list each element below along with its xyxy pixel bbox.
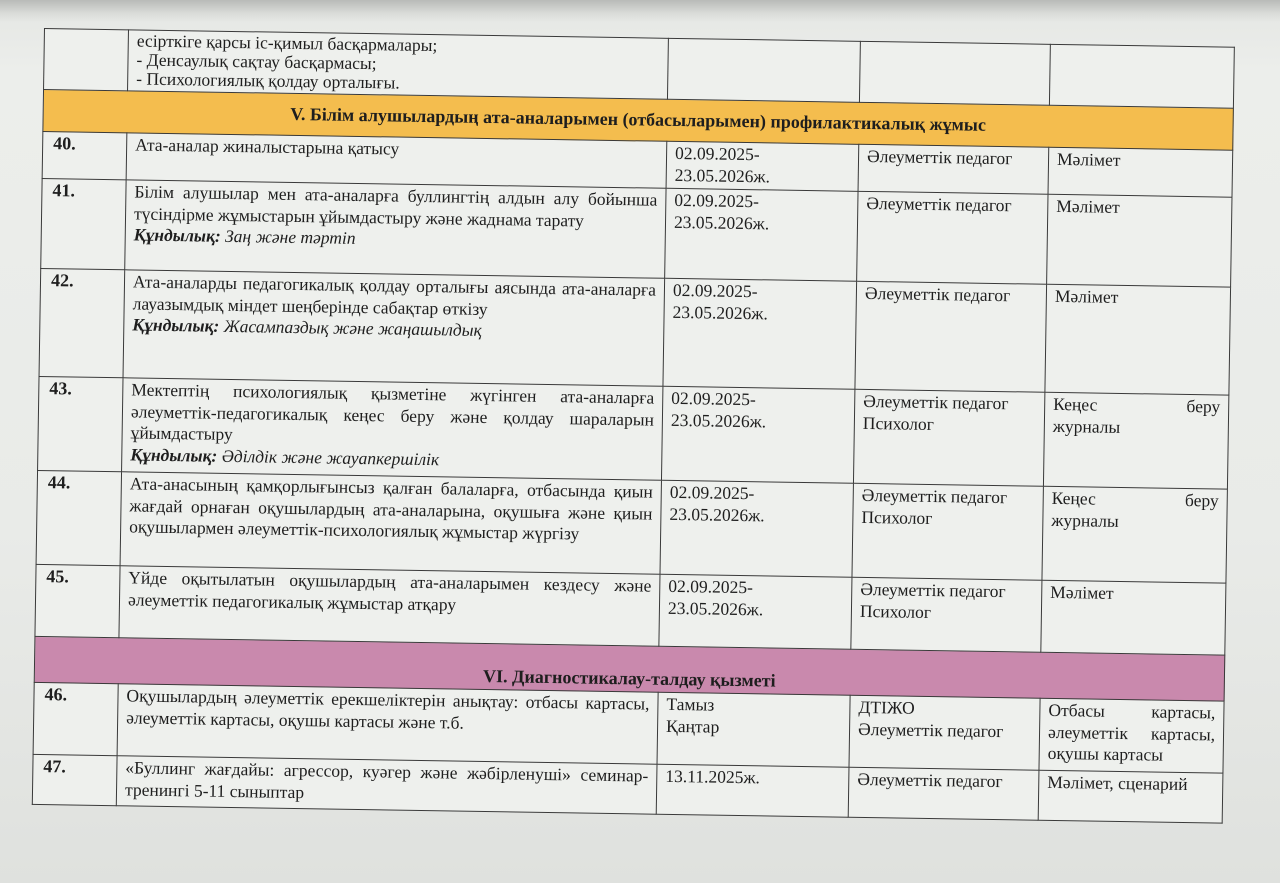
date-from: 02.09.2025- — [674, 189, 760, 212]
output-cell — [1043, 392, 1228, 489]
activity-cell — [123, 270, 665, 386]
output-line: журналы — [1051, 509, 1119, 531]
responsible-person: ДТІЖО — [858, 696, 915, 718]
output-line: журналы — [1052, 415, 1121, 437]
section-title: V. Білім алушылардың ата-аналарымен (отбасыларымен) профилактикалық жұмыс — [43, 90, 1234, 151]
output-cell: Мәлімет — [1047, 194, 1232, 287]
output-cell: Мәлімет — [1045, 284, 1231, 395]
list-line: - Денсаулық сақтау басқармасы; — [136, 49, 377, 74]
output-word: Кеңес — [1053, 393, 1098, 415]
date-cell — [659, 574, 852, 649]
output-cell — [1042, 486, 1227, 583]
activity-text: Ата-аналарды педагогикалық қолдау орталығы аясында ата-аналарға лауазымдық міндет шеңберінде сабақтар өткізу — [132, 271, 657, 319]
cell-num — [44, 29, 129, 91]
responsible-cell — [852, 483, 1043, 580]
date-from: 02.09.2025- — [669, 481, 755, 504]
row-number: 40. — [42, 131, 127, 179]
date-to: 23.05.2026ж. — [669, 503, 765, 525]
date-from: 02.09.2025- — [668, 575, 754, 598]
date-cell — [663, 278, 857, 389]
activity-text: Ата-анасының қамқорлығынсыз қалған балаларға, отбасында қиын жағдай орнаған оқушылардың ата-аналарына, оқушыға және қиын оқушылармен әлеуметтік-психологиялық жұмыстар жүргізу — [120, 472, 661, 574]
document-page — [32, 28, 1234, 824]
date-cell — [660, 480, 853, 577]
cell-output — [1049, 44, 1234, 108]
table-row — [39, 268, 1231, 395]
row-number: 41. — [41, 178, 126, 269]
responsible-cell — [858, 144, 1049, 194]
date-to: 23.05.2026ж. — [674, 164, 771, 186]
responsible-cell — [848, 767, 1039, 820]
section-title: VI. Диагностикалау-талдау қызметі — [34, 636, 1225, 701]
output-line — [1052, 488, 1219, 512]
date-to: 23.05.2026ж. — [670, 409, 767, 431]
output-word: беру — [1184, 489, 1219, 511]
responsible-person: Әлеуметтік педагог — [857, 718, 1004, 741]
responsible-person: Әлеуметтік педагог — [863, 390, 1009, 414]
row-number: 42. — [39, 268, 125, 377]
responsible-cell — [857, 191, 1048, 284]
row-number: 47. — [32, 754, 117, 805]
row-number: 43. — [38, 376, 123, 471]
responsible-person: Психолог — [861, 506, 933, 528]
activity-text: Мектептің психологиялық қызметіне жүгінген ата-аналарға әлеуметтік-педагогикалық кеңес беру және қолдау шараларын ұйымдастыру — [130, 379, 655, 445]
activity-cell — [122, 378, 663, 480]
date-cell — [656, 764, 849, 817]
date-from: 02.09.2025- — [674, 142, 760, 165]
activity-cell — [125, 180, 666, 278]
table-row — [36, 470, 1227, 583]
date-cell — [665, 188, 858, 281]
cell-responsible — [859, 41, 1050, 105]
value-label: Құндылық: — [132, 314, 220, 336]
row-number: 46. — [33, 682, 118, 755]
responsible-person: Әлеуметтік педагог — [866, 145, 1013, 169]
responsible-person: Әлеуметтік педагог — [864, 282, 1011, 306]
date-from: 02.09.2025- — [672, 279, 758, 302]
date-to: 23.05.2026ж. — [667, 597, 764, 619]
date-to: 23.05.2026ж. — [673, 211, 770, 233]
value-label: Құндылық: — [130, 443, 218, 466]
list-line: есірткіге қарсы іс-қимыл басқармалары; — [136, 30, 438, 56]
responsible-person: Психолог — [859, 600, 932, 622]
cell-activity — [128, 30, 669, 99]
output-cell: Отбасы картасы, әлеуметтік картасы, оқушы картасы — [1039, 698, 1224, 773]
activity-text: «Буллинг жағдайы: агрессор, куәгер және жәбірленуші» семинар-тренингі 5-11 сыныптар — [116, 756, 657, 814]
value-label: Құндылық: — [133, 224, 221, 246]
output-cell: Мәлімет — [1041, 580, 1226, 655]
activity-text: Үйде оқытылатын оқушылардың ата-аналарымен кездесу және әлеуметтік педагогикалық жұмыстар атқару — [119, 566, 660, 646]
output-word: беру — [1186, 395, 1221, 417]
output-cell: Мәлімет — [1048, 147, 1233, 197]
output-line — [1053, 394, 1220, 418]
output-cell: Мәлімет, сценарий — [1038, 770, 1223, 823]
responsible-cell — [853, 389, 1044, 486]
responsible-person: Әлеуметтік педагог — [860, 578, 1006, 602]
cell-date — [667, 38, 860, 102]
date-cell — [661, 386, 854, 483]
responsible-person: Әлеуметтік педагог — [866, 192, 1012, 216]
responsible-person: Әлеуметтік педагог — [861, 484, 1008, 508]
responsible-cell — [855, 281, 1047, 392]
responsible-person: Әлеуметтік педагог — [857, 768, 1003, 792]
date-cell — [666, 141, 859, 191]
date-from: Тамыз — [666, 693, 715, 715]
date-to: Қаңтар — [665, 715, 720, 737]
activity-text: Ата-аналар жиналыстарына қатысу — [126, 133, 667, 188]
value-text: Әділдік және жауапкершілік — [221, 445, 440, 469]
date-cell — [657, 692, 850, 767]
responsible-cell — [851, 577, 1042, 652]
activity-text: Оқушылардың әлеуметтік ерекшеліктерін анықтау: отбасы картасы, әлеуметтік картасы, оқушы картасы және т.б. — [117, 684, 658, 764]
row-number: 44. — [36, 470, 121, 565]
table-row — [38, 376, 1229, 489]
activity-text: Білім алушылар мен ата-аналарға буллингтің алдын алу бойынша түсіндірме жұмыстарын ұйымдастыру және жаднама тарату — [133, 181, 658, 231]
date-from: 13.11.2025ж. — [665, 765, 761, 788]
date-to: 23.05.2026ж. — [672, 301, 768, 323]
date-from: 02.09.2025- — [671, 387, 756, 410]
list-line: - Психологиялық қолдау орталығы. — [136, 68, 400, 93]
value-text: Заң және тәртіп — [224, 225, 356, 248]
plan-table — [32, 28, 1235, 824]
responsible-person: Психолог — [862, 412, 935, 434]
output-word: Кеңес — [1051, 487, 1097, 509]
responsible-cell — [849, 695, 1040, 770]
photo-top-shadow — [0, 0, 1280, 22]
row-number: 45. — [35, 564, 120, 637]
value-text: Жасампаздық және жаңашылдық — [223, 315, 482, 340]
